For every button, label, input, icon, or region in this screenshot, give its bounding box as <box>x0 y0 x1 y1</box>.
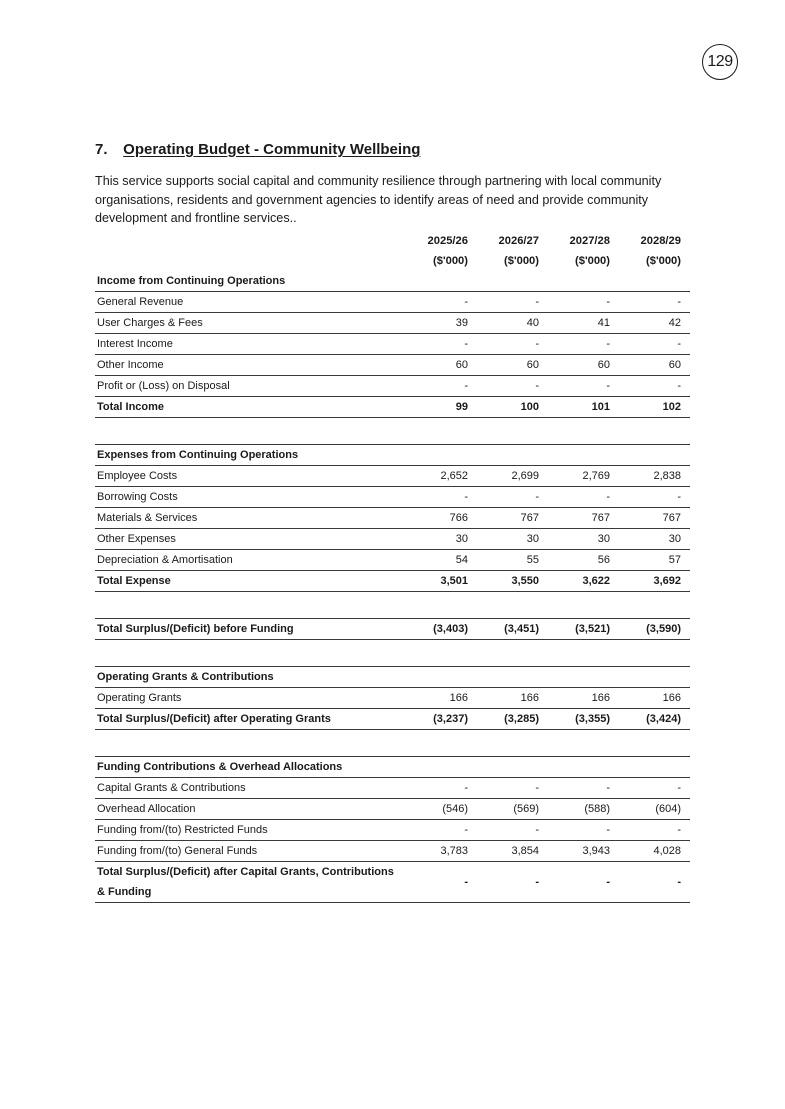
row-value: - <box>606 491 610 503</box>
table-row <box>95 355 690 376</box>
row-value: 57 <box>668 554 681 566</box>
row-value: - <box>677 824 681 836</box>
row-value: 166 <box>591 692 610 704</box>
unit-header: ($'000) <box>433 255 468 267</box>
row-value: 4,028 <box>653 845 681 857</box>
row-label: Total Surplus/(Deficit) after Capital Grants, Contributions & Funding <box>97 866 394 898</box>
table-row <box>95 778 690 799</box>
operating-budget-table <box>95 231 690 903</box>
row-value: 3,550 <box>511 575 539 587</box>
row-value: 2,652 <box>440 470 468 482</box>
row-value: - <box>464 338 468 350</box>
row-value: (3,451) <box>504 623 539 635</box>
row-value: - <box>464 876 468 888</box>
row-value: 60 <box>597 359 610 371</box>
row-value: - <box>535 380 539 392</box>
row-label: Total Expense <box>97 575 171 587</box>
unit-header: ($'000) <box>646 255 681 267</box>
table-row <box>95 466 690 487</box>
page-number: 129 <box>702 44 738 80</box>
table-row <box>95 820 690 841</box>
year-header: 2025/26 <box>427 235 468 247</box>
row-value: 60 <box>668 359 681 371</box>
row-value: - <box>677 491 681 503</box>
table-row <box>95 292 690 313</box>
row-label: Overhead Allocation <box>97 803 196 815</box>
table-row <box>95 688 690 709</box>
row-value: - <box>535 296 539 308</box>
row-value: 767 <box>662 512 681 524</box>
row-value: 56 <box>597 554 610 566</box>
row-value: (3,590) <box>646 623 681 635</box>
unit-header: ($'000) <box>575 255 610 267</box>
row-value: - <box>535 782 539 794</box>
row-value: - <box>464 782 468 794</box>
row-value: (569) <box>513 803 539 815</box>
section-number: 7. <box>95 141 108 158</box>
row-value: (3,355) <box>575 713 610 725</box>
row-value: 2,769 <box>582 470 610 482</box>
year-header-row <box>95 231 690 251</box>
surplus-after-funding-row <box>95 862 690 903</box>
row-value: 99 <box>455 401 468 413</box>
row-value: - <box>677 876 681 888</box>
group-heading: Income from Continuing Operations <box>97 275 286 287</box>
row-value: 30 <box>597 533 610 545</box>
row-value: - <box>464 296 468 308</box>
row-label: Capital Grants & Contributions <box>97 782 246 794</box>
row-value: 30 <box>455 533 468 545</box>
row-value: - <box>606 338 610 350</box>
group-heading: Funding Contributions & Overhead Allocations <box>97 761 343 773</box>
section-heading-row <box>95 756 690 778</box>
row-value: 30 <box>526 533 539 545</box>
row-value: 166 <box>520 692 539 704</box>
row-value: - <box>606 380 610 392</box>
row-label: Funding from/(to) General Funds <box>97 845 258 857</box>
row-value: 3,501 <box>440 575 468 587</box>
row-label: Operating Grants <box>97 692 182 704</box>
row-value: - <box>677 380 681 392</box>
row-value: 101 <box>591 401 610 413</box>
row-value: - <box>535 491 539 503</box>
surplus-after-grants-row <box>95 709 690 730</box>
row-value: 166 <box>449 692 468 704</box>
row-value: 60 <box>455 359 468 371</box>
table-row <box>95 487 690 508</box>
row-value: (3,403) <box>433 623 468 635</box>
group-heading: Expenses from Continuing Operations <box>97 449 299 461</box>
row-value: 3,622 <box>582 575 610 587</box>
row-label: Other Expenses <box>97 533 176 545</box>
row-value: - <box>464 491 468 503</box>
row-value: (546) <box>442 803 468 815</box>
year-header: 2027/28 <box>569 235 610 247</box>
row-value: 3,943 <box>582 845 610 857</box>
row-label: User Charges & Fees <box>97 317 203 329</box>
row-value: 3,783 <box>440 845 468 857</box>
total-expense-row <box>95 571 690 592</box>
row-value: - <box>464 824 468 836</box>
row-value: 102 <box>662 401 681 413</box>
row-value: 3,692 <box>653 575 681 587</box>
row-value: - <box>606 824 610 836</box>
row-label: Profit or (Loss) on Disposal <box>97 380 230 392</box>
row-label: Total Income <box>97 401 165 413</box>
row-value: 100 <box>520 401 539 413</box>
row-value: - <box>535 824 539 836</box>
row-value: 767 <box>591 512 610 524</box>
row-label: Materials & Services <box>97 512 198 524</box>
row-label: Total Surplus/(Deficit) after Operating Grants <box>97 713 331 725</box>
row-value: 766 <box>449 512 468 524</box>
row-value: - <box>535 338 539 350</box>
row-value: (3,424) <box>646 713 681 725</box>
row-value: 30 <box>668 533 681 545</box>
year-header: 2028/29 <box>640 235 681 247</box>
row-value: - <box>606 782 610 794</box>
row-value: 3,854 <box>511 845 539 857</box>
row-value: - <box>464 380 468 392</box>
row-label: Employee Costs <box>97 470 178 482</box>
row-value: 40 <box>526 317 539 329</box>
row-value: - <box>677 296 681 308</box>
table-row <box>95 529 690 550</box>
row-value: 42 <box>668 317 681 329</box>
table-row <box>95 550 690 571</box>
section-heading-row <box>95 444 690 466</box>
table-row <box>95 799 690 820</box>
unit-header: ($'000) <box>504 255 539 267</box>
table-row <box>95 334 690 355</box>
row-label: Other Income <box>97 359 164 371</box>
section-heading <box>95 141 420 158</box>
section-heading-row <box>95 666 690 688</box>
row-value: - <box>677 338 681 350</box>
table-row <box>95 313 690 334</box>
row-value: - <box>606 296 610 308</box>
row-label: General Revenue <box>97 296 184 308</box>
group-heading: Operating Grants & Contributions <box>97 671 274 683</box>
row-value: 55 <box>526 554 539 566</box>
row-value: 2,699 <box>511 470 539 482</box>
row-value: (3,237) <box>433 713 468 725</box>
row-value: (3,521) <box>575 623 610 635</box>
row-value: 39 <box>455 317 468 329</box>
table-row <box>95 841 690 862</box>
row-label: Borrowing Costs <box>97 491 178 503</box>
row-value: (604) <box>655 803 681 815</box>
row-value: 41 <box>597 317 610 329</box>
year-header: 2026/27 <box>498 235 539 247</box>
total-income-row <box>95 397 690 418</box>
section-heading-row <box>95 271 690 292</box>
row-value: (588) <box>584 803 610 815</box>
surplus-before-funding-row <box>95 618 690 640</box>
row-label: Depreciation & Amortisation <box>97 554 233 566</box>
row-value: (3,285) <box>504 713 539 725</box>
table-row <box>95 376 690 397</box>
row-value: 2,838 <box>653 470 681 482</box>
row-value: - <box>677 782 681 794</box>
row-label: Total Surplus/(Deficit) before Funding <box>97 623 294 635</box>
row-value: 54 <box>455 554 468 566</box>
row-value: - <box>606 876 610 888</box>
section-title: Operating Budget - Community Wellbeing <box>123 141 421 158</box>
row-value: 166 <box>662 692 681 704</box>
table-body <box>95 271 690 903</box>
row-value: 767 <box>520 512 539 524</box>
row-value: 60 <box>526 359 539 371</box>
row-label: Funding from/(to) Restricted Funds <box>97 824 268 836</box>
section-description: This service supports social capital and community resilience through partnering with local community organisations, residents and government agencies to identify areas of need and provide community development and frontline services.. <box>95 174 662 225</box>
row-value: - <box>535 876 539 888</box>
table-row <box>95 508 690 529</box>
unit-header-row <box>95 251 690 271</box>
row-label: Interest Income <box>97 338 173 350</box>
